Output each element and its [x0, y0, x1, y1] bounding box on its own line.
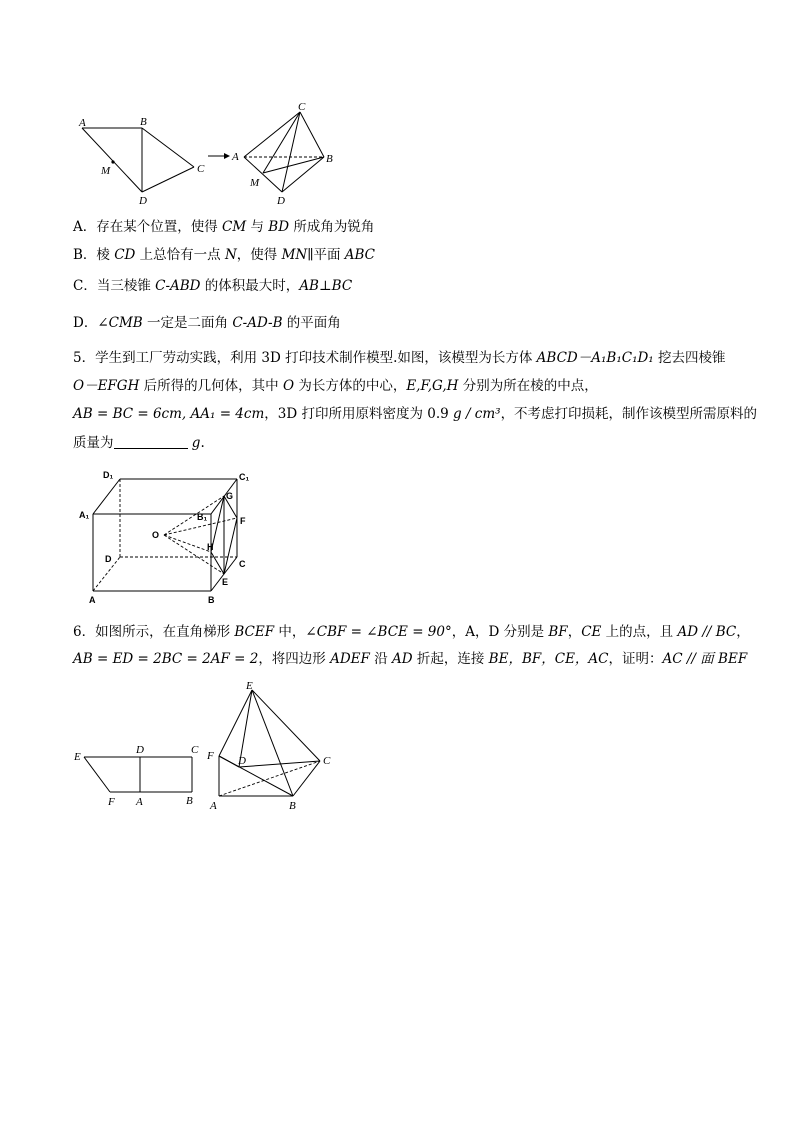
label-D: D: [238, 755, 246, 767]
q5-line-1: 5．学生到工厂劳动实践，利用 3D 打印技术制作模型.如图，该模型为长方体 ABCD－A₁B₁C₁D₁ 挖去四棱锥: [73, 350, 726, 366]
label-B: B: [140, 116, 147, 128]
q6-line-1: 6．如图所示，在直角梯形 BCEF 中，∠CBF = ∠BCE = 90°，A，D 分别是 BF，CE 上的点，且 AD // BC，: [73, 624, 750, 640]
label-B: B: [208, 595, 215, 605]
arrow-icon: [208, 150, 230, 162]
label-A: A: [89, 595, 96, 605]
q6-line-2: AB = ED = 2BC = 2AF = 2，将四边形 ADEF 沿 AD 折起，连接 BE，BF，CE，AC，证明：AC // 面 BEF: [73, 651, 748, 667]
label-D: D: [105, 554, 112, 564]
label-M: M: [250, 177, 260, 189]
q5-line-3: AB = BC = 6cm, AA₁ = 4cm，3D 打印所用原料密度为 0.9 g / cm³，不考虑打印损耗，制作该模型所需原料的: [73, 406, 758, 422]
label-A: A: [210, 800, 217, 812]
label-F: F: [207, 750, 214, 762]
label-C: C: [191, 744, 199, 756]
label-H: H: [207, 542, 214, 552]
label-E: E: [222, 577, 229, 587]
q5-figure-cuboid: [76, 468, 256, 610]
label-D: D: [139, 195, 147, 207]
label-O: O: [152, 530, 160, 540]
label-D: D: [277, 195, 285, 207]
label-C: C: [197, 163, 205, 175]
q6-figure-flat: [70, 740, 210, 810]
q6-figure-folded: [205, 678, 345, 818]
q5-line-4: 质量为 g.: [73, 435, 205, 451]
option-c: C．当三棱锥 C-ABD 的体积最大时，AB⊥BC: [73, 278, 353, 294]
option-b: B．棱 CD 上总恰有一点 N，使得 MN∥平面 ABC: [73, 247, 375, 263]
label-A: A: [79, 117, 86, 129]
label-M: M: [101, 165, 111, 177]
label-F: F: [240, 516, 246, 526]
label-G: G: [226, 491, 234, 501]
label-C: C: [323, 755, 331, 767]
option-d: D．∠CMB 一定是二面角 C-AD-B 的平面角: [73, 315, 341, 331]
label-A1: A₁: [79, 510, 90, 520]
q5-line-2: O－EFGH 后所得的几何体，其中 O 为长方体的中心，E,F,G,H 分别为所在棱的中点，: [73, 378, 598, 394]
q4-figure-folded: [230, 100, 350, 210]
label-E: E: [74, 751, 81, 763]
label-B: B: [289, 800, 296, 812]
label-B1: B₁: [197, 512, 208, 522]
label-A: A: [136, 796, 143, 808]
label-C1: C₁: [239, 472, 250, 482]
label-F: F: [108, 796, 115, 808]
label-B: B: [186, 795, 193, 807]
label-E: E: [246, 680, 253, 692]
label-B: B: [326, 153, 333, 165]
q4-figure-flat: [70, 112, 220, 212]
answer-blank: [114, 434, 188, 449]
label-D1: D₁: [103, 470, 114, 480]
label-C: C: [239, 559, 246, 569]
label-A: A: [232, 151, 239, 163]
label-D: D: [136, 744, 144, 756]
label-C: C: [298, 101, 306, 113]
option-a: A．存在某个位置，使得 CM 与 BD 所成角为锐角: [73, 219, 375, 235]
